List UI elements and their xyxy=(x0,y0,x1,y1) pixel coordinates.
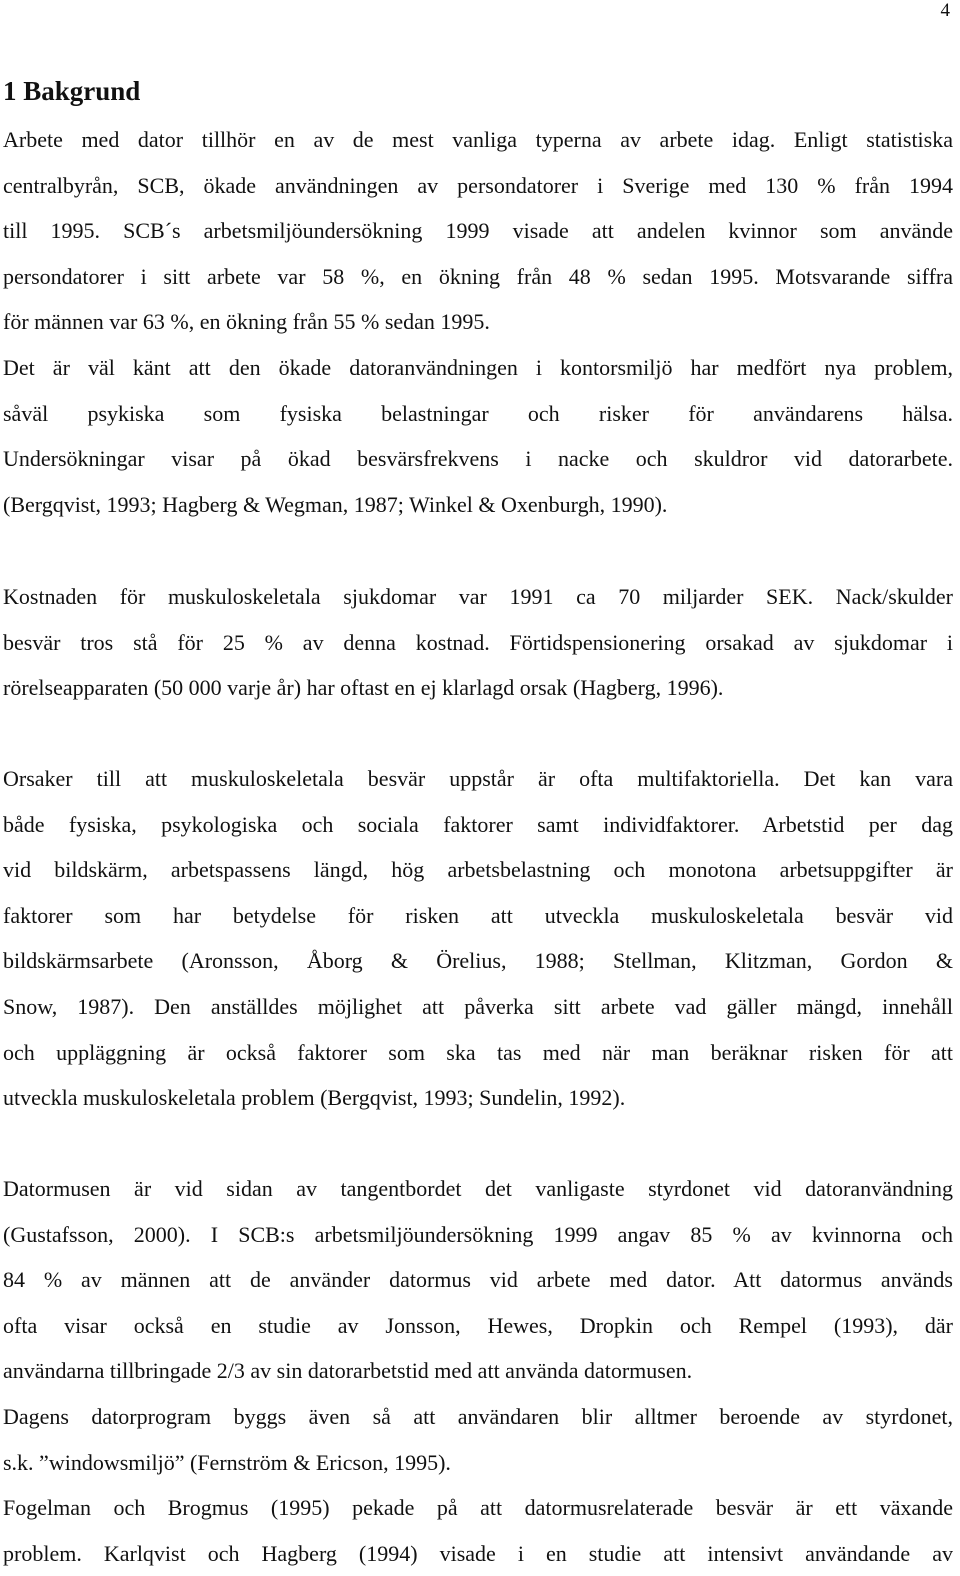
text-line: ofta visar också en studie av Jonsson, Hewes, Dropkin och Rempel (1993), där xyxy=(3,1312,953,1338)
text-line: Fogelman och Brogmus (1995) pekade på att datormusrelaterade besvär är ett växande xyxy=(3,1495,953,1521)
text-line: (Gustafsson, 2000). I SCB:s arbetsmiljöundersökning 1999 angav 85 % av kvinnorna och xyxy=(3,1221,953,1247)
text-line: utveckla muskuloskeletala problem (Bergqvist, 1993; Sundelin, 1992). xyxy=(3,1085,626,1111)
section-heading: 1 Bakgrund xyxy=(3,76,141,106)
paragraph-4 xyxy=(3,1166,953,1576)
text-line: s.k. ”windowsmiljö” (Fernström & Ericson, 1995). xyxy=(3,1449,451,1475)
text-line: Datormusen är vid sidan av tangentbordet det vanligaste styrdonet vid datoranvändning xyxy=(3,1176,953,1201)
text-line: faktorer som har betydelse för risken att utveckla muskuloskeletala besvär vid xyxy=(3,902,953,928)
page-number: 4 xyxy=(940,0,950,21)
text-line: besvär tros stå för 25 % av denna kostnad. Förtidspensionering orsakad av sjukdomar i xyxy=(3,629,953,655)
text-line: persondatorer i sitt arbete var 58 %, en ökning från 48 % sedan 1995. Motsvarande siffra xyxy=(3,263,953,289)
text-line: (Bergqvist, 1993; Hagberg & Wegman, 1987; Winkel & Oxenburgh, 1990). xyxy=(3,491,668,517)
text-line: Snow, 1987). Den anställdes möjlighet att påverka sitt arbete vad gäller mängd, innehåll xyxy=(3,993,953,1019)
text-line: centralbyrån, SCB, ökade användningen av persondatorer i Sverige med 130 % från 1994 xyxy=(3,172,953,198)
text-line: vid bildskärm, arbetspassens längd, hög arbetsbelastning och monotona arbetsuppgifter är xyxy=(3,857,953,883)
text-line: 84 % av männen att de använder datormus vid arbete med dator. Att datormus används xyxy=(3,1267,953,1293)
text-line: Orsaker till att muskuloskeletala besvär uppstår är ofta multifaktoriella. Det kan vara xyxy=(3,766,953,791)
text-line: Kostnaden för muskuloskeletala sjukdomar var 1991 ca 70 miljarder SEK. Nack/skulder xyxy=(3,584,953,609)
text-line: och uppläggning är också faktorer som ska tas med när man beräknar risken för att xyxy=(3,1039,953,1065)
text-line: både fysiska, psykologiska och sociala faktorer samt individfaktorer. Arbetstid per dag xyxy=(3,811,953,837)
text-line: Undersökningar visar på ökad besvärsfrekvens i nacke och skuldror vid datorarbete. xyxy=(3,446,953,472)
text-line: för männen var 63 %, en ökning från 55 % sedan 1995. xyxy=(3,309,490,335)
paragraph-1 xyxy=(3,117,953,527)
text-line: till 1995. SCB´s arbetsmiljöundersökning 1999 visade att andelen kvinnor som använde xyxy=(3,218,953,244)
text-line: Arbete med dator tillhör en av de mest vanliga typerna av arbete idag. Enligt statistiska xyxy=(3,127,953,152)
paragraph-3 xyxy=(3,756,953,1121)
paragraph-2 xyxy=(3,574,953,711)
text-line: problem. Karlqvist och Hagberg (1994) visade i en studie att intensivt användande av xyxy=(3,1540,953,1566)
text-line: Det är väl känt att den ökade datoranvändningen i kontorsmiljö har medfört nya problem, xyxy=(3,354,953,380)
text-line: rörelseapparaten (50 000 varje år) har oftast en ej klarlagd orsak (Hagberg, 1996). xyxy=(3,675,724,701)
text-line: användarna tillbringade 2/3 av sin datorarbetstid med att använda datormusen. xyxy=(3,1358,693,1384)
text-line: bildskärmsarbete (Aronsson, Åborg & Örelius, 1988; Stellman, Klitzman, Gordon & xyxy=(3,948,953,974)
text-line: Dagens datorprogram byggs även så att användaren blir alltmer beroende av styrdonet, xyxy=(3,1403,953,1429)
text-line: såväl psykiska som fysiska belastningar och risker för användarens hälsa. xyxy=(3,400,953,426)
